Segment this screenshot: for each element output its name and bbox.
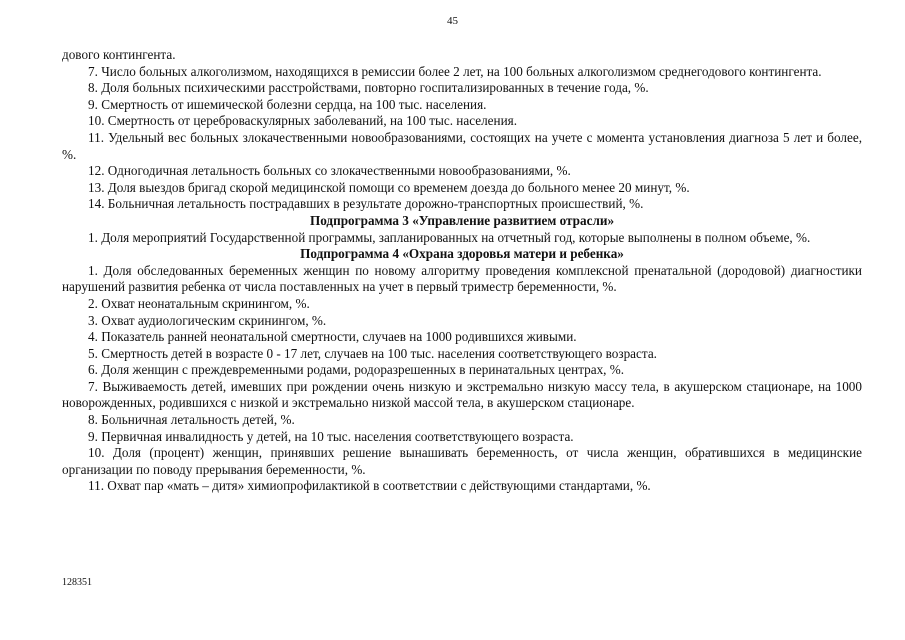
indicator-item: 9. Смертность от ишемической болезни сердца, на 100 тыс. населения. [88, 96, 487, 112]
section-heading: Подпрограмма 4 «Охрана здоровья матери и ребенка» [300, 246, 624, 262]
indicator-item: 10. Смертность от цереброваскулярных заболеваний, на 100 тыс. населения. [88, 113, 517, 129]
indicator-item: 7. Выживаемость детей, имевших при рождении очень низкую и экстремально низкую массу тела, в акушерском стационаре, на 1000 новорожденных, родившихся с низкой и экстремально низкой массой тела, в акушерском стационаре. [62, 378, 862, 411]
indicator-item: 4. Показатель ранней неонатальной смертности, случаев на 1000 родившихся живыми. [88, 329, 577, 345]
indicator-item: 8. Доля больных психическими расстройствами, повторно госпитализированных в течение года, %. [88, 80, 649, 96]
indicator-item: 5. Смертность детей в возрасте 0 - 17 лет, случаев на 100 тыс. населения соответствующего возраста. [88, 345, 657, 361]
indicator-item: 11. Удельный вес больных злокачественными новообразованиями, состоящих на учете с момента установления диагноза 5 лет и более, %. [62, 129, 862, 162]
page-number: 45 [447, 15, 458, 27]
indicator-item: 6. Доля женщин с преждевременными родами, родоразрешенных в перинатальных центрах, %. [88, 362, 625, 378]
indicator-item: 1. Доля обследованных беременных женщин по новому алгоритму проведения комплексной пренатальной (дородовой) диагностики нарушений развития ребенка от числа поставленных на учет в первый триместр беременности, %. [62, 262, 862, 295]
indicator-item: 2. Охват неонатальным скринингом, %. [88, 295, 310, 311]
indicator-item: 10. Доля (процент) женщин, принявших решение вынашивать беременность, от числа женщин, обратившихся в медицинские организации по поводу прерывания беременности, %. [62, 445, 862, 477]
document-code: 128351 [62, 577, 92, 588]
indicator-item: 14. Больничная летальность пострадавших в результате дорожно-транспортных происшествий, %. [88, 196, 644, 212]
indicator-item: 7. Число больных алкоголизмом, находящихся в ремиссии более 2 лет, на 100 больных алкоголизмом среднегодового контингента. [88, 63, 822, 79]
indicator-item: 13. Доля выездов бригад скорой медицинской помощи со временем доезда до больного менее 20 минут, %. [88, 179, 690, 195]
continued-text: дового контингента. [62, 47, 176, 62]
indicator-item: 1. Доля мероприятий Государственной программы, запланированных на отчетный год, которые выполнены в полном объеме, %. [88, 229, 811, 245]
indicator-item: 9. Первичная инвалидность у детей, на 10 тыс. населения соответствующего возраста. [88, 428, 574, 444]
indicator-item: 12. Одногодичная летальность больных со злокачественными новообразованиями, %. [88, 163, 571, 179]
section-heading: Подпрограмма 3 «Управление развитием отрасли» [309, 212, 615, 228]
document-body [62, 47, 862, 495]
indicator-item: 3. Охват аудиологическим скринингом, %. [88, 312, 327, 328]
indicator-item: 11. Охват пар «мать – дитя» химиопрофилактикой в соответствии с действующими стандартами, %. [88, 478, 651, 494]
indicator-item: 8. Больничная летальность детей, %. [88, 412, 295, 428]
